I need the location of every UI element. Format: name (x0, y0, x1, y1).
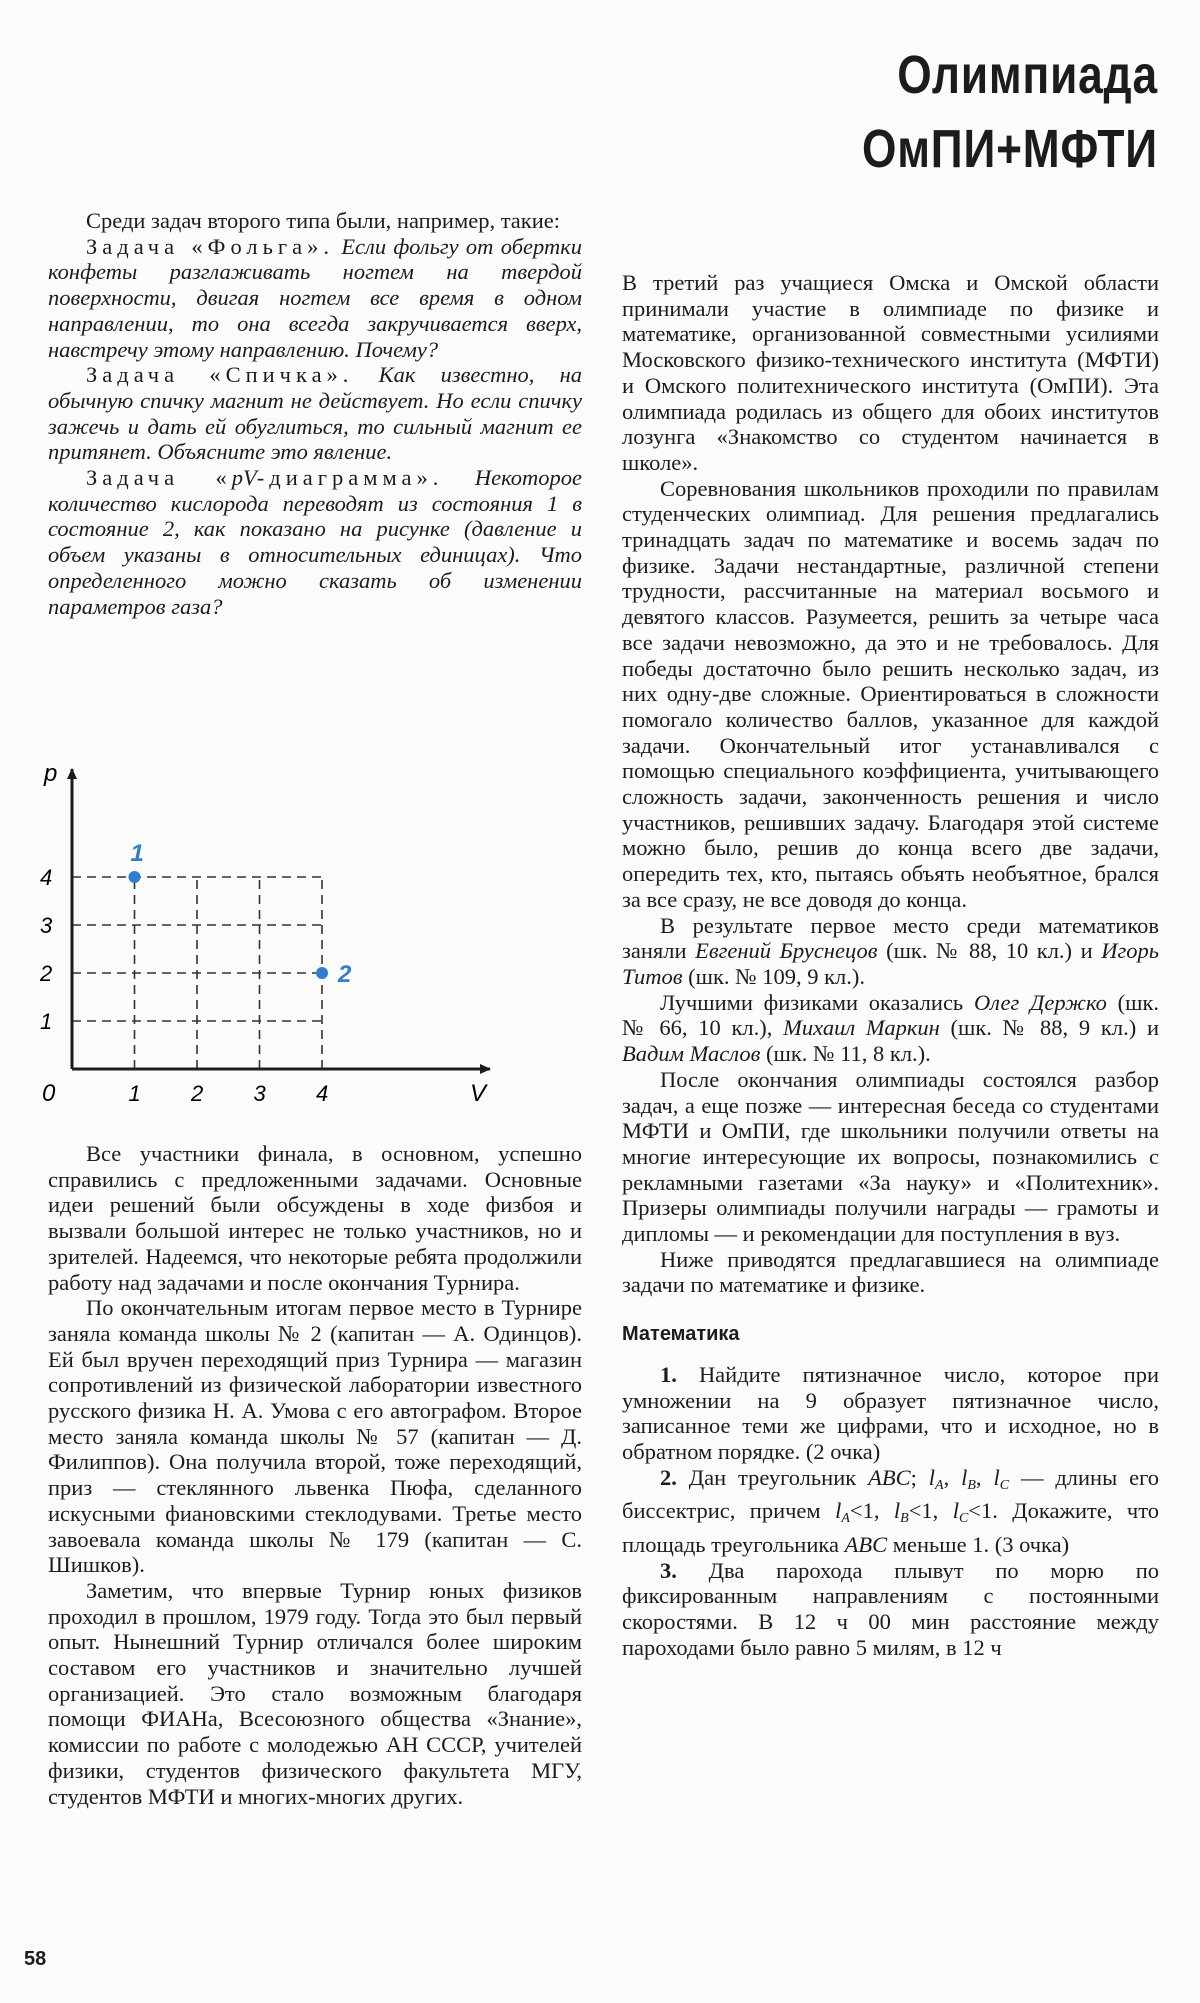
bisector-a-sub: A (935, 1477, 944, 1493)
p4-text-a: Лучшими физиками оказались (660, 989, 974, 1015)
bisector-b-sub: B (967, 1477, 976, 1493)
p4-text-d: (шк. № 11, 8 кл.). (760, 1041, 931, 1067)
problem-2-text-e: <1, (908, 1498, 953, 1524)
left-column-bottom (48, 1141, 582, 1809)
problem-2-text-d: <1, (849, 1498, 894, 1524)
winner-phys-1: Олег Держко (973, 989, 1107, 1015)
title-line-2: ОмПИ+МФТИ (862, 119, 1158, 179)
task-pv-text: Некоторое количество кислорода переводят из состояния 1 в состояние 2, как показано на рисунке (давление и объем указаны в относительных единицах). Что определенного можно сказать об изменении параметров газа? (48, 465, 582, 619)
problem-2-text-g: меньше 1. (3 очка) (887, 1532, 1070, 1558)
page-number: 58 (24, 1948, 47, 1970)
y-tick-label: 3 (40, 913, 53, 938)
left-paragraph-3: Заметим, что впервые Турнир юных физиков проходил в прошлом, 1979 году. Тогда это был первый опыт. Нынешний Турнир отличался более широким составом его участников и значительно лучшей организацией. Это стало возможным благодаря помощи ФИАНа, Всесоюзного общества «Знание», комиссии по работе с молодежью АН СССР, учителей физики, студентов физического факультета МГУ, студентов МФТИ и многих-многих других. (48, 1577, 582, 1809)
left-paragraph-2: По окончательным итогам первое место в Турнире заняла команда школы № 2 (капитан — А. Одинцов). Ей был вручен переходящий приз Турнира — магазин сопротивлений из физической лаборатории известного русского физика Н. А. Умова с его автографом. Второе место заняла команда школы № 57 (капитан — Д. Филиппов). Она получила второй, тоже переходящий, приз — стеклянного львенка Пюфа, сделанного искусными фиановскими стеклодувами. Третье место завоевала команда школы № 179 (капитан — С. Шишков). (48, 1295, 582, 1578)
math-heading: Математика (622, 1323, 740, 1346)
task-foil (48, 234, 582, 363)
article-title (862, 38, 1158, 186)
title-line-1: Олимпиада (897, 45, 1158, 105)
x-tick-label: 3 (253, 1081, 266, 1106)
left-column-top (48, 208, 582, 619)
pv-diagram (30, 755, 500, 1115)
task-pv (48, 465, 582, 619)
task-foil-label: Задача «Фольга». (86, 233, 334, 259)
x-tick-label: 2 (191, 1081, 204, 1106)
problem-2-text-c: — длины его биссектрис, причем (622, 1464, 1159, 1524)
task-pv-label-b: -диаграмма». (256, 465, 444, 491)
math-problem-1 (622, 1362, 1159, 1465)
problem-2-number: 2. (660, 1464, 677, 1490)
triangle-name: ABC (868, 1464, 911, 1490)
problem-1-text: Найдите пятизначное число, которое при умножении на 9 образует пятизначное число, записанное теми же цифрами, что и исходное, но в обратном порядке. (2 очка) (622, 1361, 1159, 1464)
state-point-1 (129, 871, 141, 883)
intro-paragraph: Среди задач второго типа были, например, такие: (86, 208, 561, 233)
p4-text-b: (шк. № 66, 10 кл.), (622, 989, 1160, 1041)
y-tick-label: 4 (40, 865, 53, 890)
p3-text-a: В результате первое место среди математиков заняли (622, 912, 1159, 964)
bisector-c-sub: C (999, 1477, 1010, 1493)
state-point-2 (316, 967, 328, 979)
task-foil-text: Если фольгу от обертки конфеты разглаживать ногтем на твердой поверхности, двигая ногтем все время в одном направлении, то она всегда закручивается вверх, навстречу этому направлению. Почему? (48, 233, 582, 362)
problem-3-text: Два парохода плывут по морю по фиксированным направлениям с постоянными скоростями. В 12 ч 00 мин расстояние между пароходами было равно 5 милям, в 12 ч (622, 1557, 1159, 1660)
problem-1-number: 1. (660, 1361, 677, 1387)
y-axis-label: p (44, 760, 58, 787)
x-tick-label: 1 (128, 1081, 141, 1106)
x-tick-label: 4 (316, 1081, 329, 1106)
winner-math-2: Игорь Титов (622, 938, 1159, 989)
winner-phys-2: Михаил Маркин (783, 1015, 940, 1041)
task-match (48, 362, 582, 465)
task-pv-label-pv: pV (231, 465, 257, 491)
origin-label: 0 (42, 1080, 56, 1107)
right-paragraph-6: Ниже приводятся предлагавшиеся на олимпиаде задачи по математике и физике. (622, 1246, 1159, 1298)
math-problem-2: 2. Дан треугольник ABC; $l_A$, $l_B$, $l_C$ — длины его биссектрис, причем $l_A<1$, $l_B<1$, $l_C<1$. Докажите, что площадь треугольника ABC меньше 1. (3 очка) (622, 1464, 1159, 1558)
p3-text-b: (шк. № 88, 10 кл.) и (877, 938, 1102, 964)
problem-3-number: 3. (660, 1557, 677, 1583)
right-paragraph-2: Соревнования школьников проходили по правилам студенческих олимпиад. Для решения предлагались тринадцать задач по математике и восемь задач по физике. Задачи нестандартные, различной степени трудности, рассчитанные на материал восьмого и девятого классов. Разумеется, решить за четыре часа все задачи невозможно, да это и не требовалось. Для победы достаточно было решить несколько задач, из них одну-две сложные. Ориентироваться в сложности помогало количество баллов, указанное для каждой задачи. Окончательный итог устанавливался с помощью специального коэффициента, учитывающего сложность задачи, законченность решения и число участников, решивших задачу. Благодаря этой системе можно было, решив до конца всего две задачи, опередить тех, кто, пытаясь объять необъятное, брался за все сразу, не все доводя до конца. (622, 475, 1159, 912)
task-match-label: Задача «Спичка». (86, 362, 354, 388)
bisector-c: l (993, 1464, 1000, 1490)
p4-text-c: (шк. № 88, 9 кл.) и (939, 1015, 1159, 1041)
right-paragraph-3 (622, 913, 1159, 990)
winner-math-1: Евгений Бруснецов (695, 938, 878, 964)
x-axis-label: V (470, 1080, 487, 1107)
task-match-text: Как известно, на обычную спичку магнит не действует. Но если спичку зажечь и дать ей обуглиться, то сильный магнит ее притянет. Объясните это явление. (48, 362, 583, 465)
problem-2-text-f: <1. Докажите, что площадь треугольника (622, 1498, 1159, 1558)
right-paragraph-4 (622, 990, 1159, 1067)
right-paragraph-5: После окончания олимпиады состоялся разбор задач, а еще позже — интересная беседа со студентами МФТИ и ОмПИ, где школьники получили ответы на многие интересующие их вопросы, познакомились с рекламными газетами «За науку» и «Политехник». Призеры олимпиады получили награды — грамоты и дипломы — и рекомендации для поступления в вуз. (622, 1066, 1159, 1247)
state-point-label-2: 2 (338, 961, 352, 988)
problem-2-text-a: Дан треугольник (676, 1464, 869, 1490)
y-tick-label: 2 (40, 961, 53, 986)
state-point-label-1: 1 (130, 840, 144, 867)
y-tick-label: 1 (40, 1009, 53, 1034)
bisector-a: l (928, 1464, 936, 1490)
p3-text-c: (шк. № 109, 9 кл.). (682, 963, 865, 989)
left-paragraph-1: Все участники финала, в основном, успешно справились с предложенными задачами. Основные идеи решений были обсуждены в ходе физбоя и вызвали большой интерес не только участников, но и зрителей. Надеемся, что некоторые ребята продолжили работу над задачами и после окончания Турнира. (48, 1141, 582, 1295)
right-column (622, 270, 1159, 1661)
winner-phys-3: Вадим Маслов (622, 1041, 761, 1067)
math-problem-3 (622, 1558, 1159, 1661)
problem-2-text-b: ; (910, 1464, 929, 1490)
right-paragraph-1: В третий раз учащиеся Омска и Омской области принимали участие в олимпиаде по физике и математике, организованной совместными усилиями Московского физико-технического института (МФТИ) и Омского политехнического института (ОмПИ). Эта олимпиада родилась из общего для обоих институтов лозунга «Знакомство со студентом начинается в школе». (622, 270, 1159, 475)
bisector-b: l (961, 1464, 968, 1490)
task-pv-label-a: Задача « (86, 465, 232, 491)
